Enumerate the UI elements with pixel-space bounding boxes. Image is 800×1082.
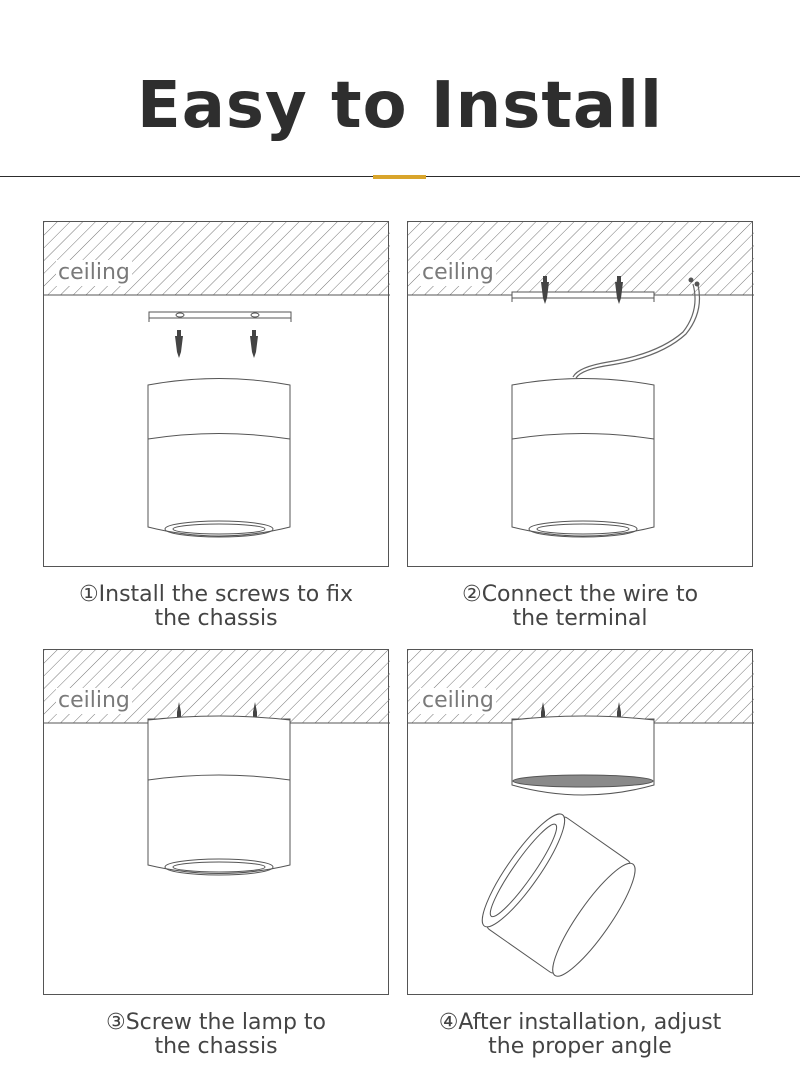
- step-4-illustration: [407, 649, 753, 995]
- lamp-mount: [512, 716, 654, 795]
- lamp-body: [512, 379, 654, 538]
- step-2-illustration: [407, 221, 753, 567]
- step-1-illustration: [43, 221, 389, 567]
- step-4-caption: ④After installation, adjust the proper angle: [438, 1010, 722, 1059]
- ceiling-label: ceiling: [422, 260, 494, 285]
- page-title: Easy to Install: [137, 69, 663, 143]
- step-2-caption: ②Connect the wire to the terminal: [461, 582, 699, 631]
- screw-icon: [175, 330, 183, 358]
- lamp-body: [148, 716, 290, 875]
- step-3-illustration: [43, 649, 389, 995]
- tilted-lamp-head: [471, 806, 646, 985]
- mounting-bracket: [149, 312, 291, 322]
- title-accent-bar: [373, 175, 426, 179]
- step-1-caption: ①Install the screws to fix the chassis: [78, 582, 354, 631]
- mounting-bracket: [512, 292, 654, 302]
- step-3-caption: ③Screw the lamp to the chassis: [105, 1010, 327, 1059]
- ceiling-label: ceiling: [422, 688, 494, 713]
- ceiling-label: ceiling: [58, 260, 130, 285]
- screw-icon: [250, 330, 258, 358]
- ceiling-label: ceiling: [58, 688, 130, 713]
- lamp-body: [148, 379, 290, 538]
